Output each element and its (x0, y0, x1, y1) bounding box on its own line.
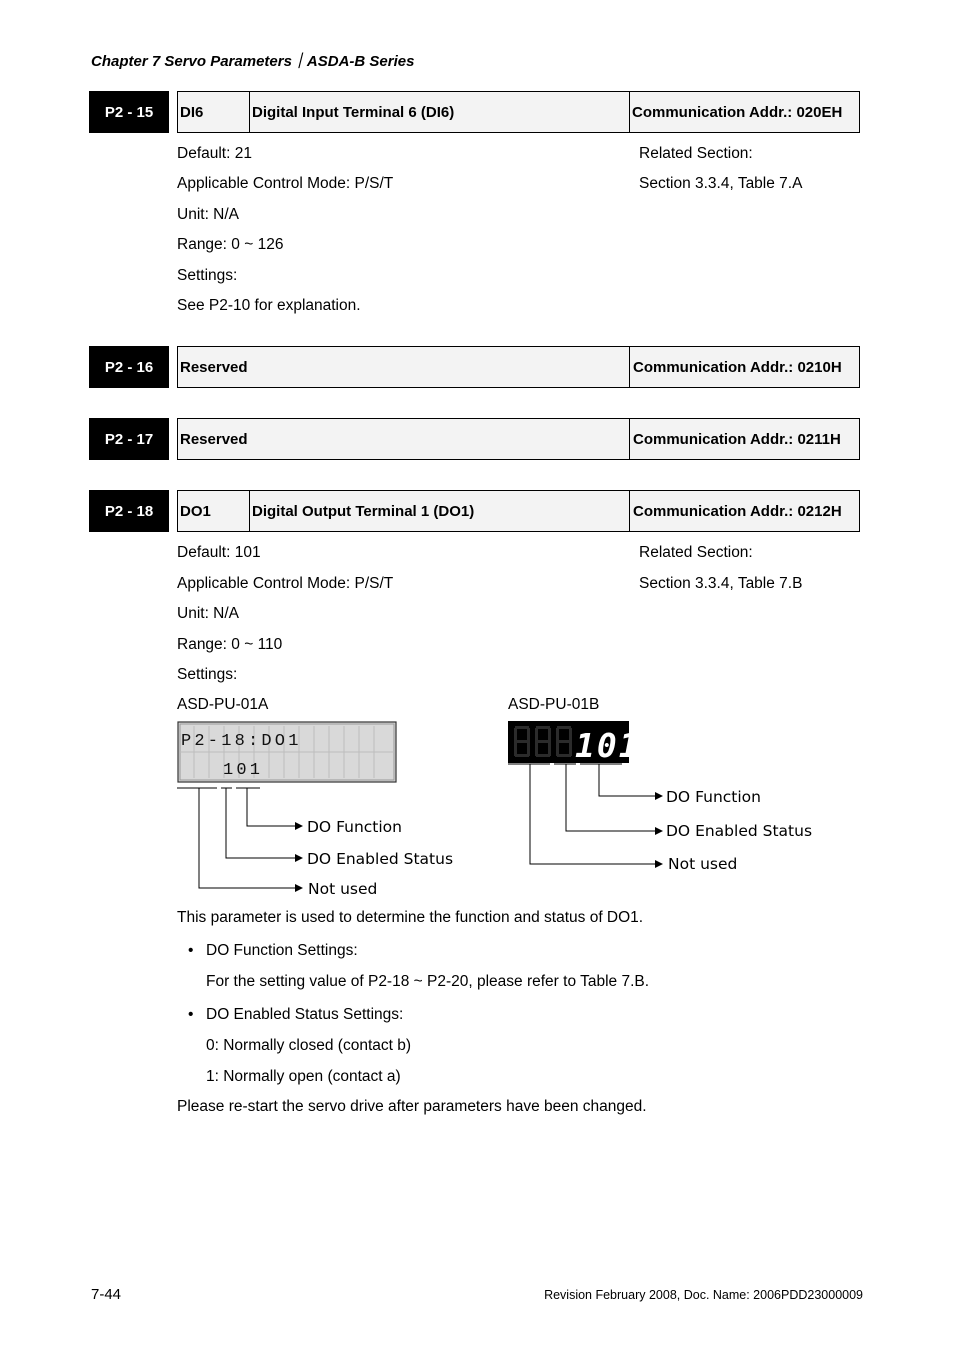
related-section-label: Related Section: (639, 544, 753, 561)
param-addr: Communication Addr.: 020EH (632, 103, 843, 121)
bullet-do-enabled-status (188, 1006, 404, 1024)
unit: Unit: N/A (177, 206, 240, 223)
settings-label: Settings: (177, 666, 238, 683)
label-not-used: Not used (668, 855, 738, 873)
param-addr: Communication Addr.: 0210H (633, 358, 842, 376)
chapter-header: Chapter 7 Servo Parameters｜ASDA-B Series (91, 53, 415, 70)
restart-note: Please re-start the servo drive after parameters have been changed. (177, 1098, 647, 1115)
bullet-do-function (188, 942, 358, 960)
led-digits: 101 (575, 726, 641, 765)
label-do-function: DO Function (307, 818, 402, 836)
page-number: 7-44 (91, 1286, 122, 1303)
settings-label: Settings: (177, 267, 238, 284)
related-section-value: Section 3.3.4, Table 7.A (639, 175, 803, 192)
label-do-function: DO Function (666, 788, 761, 806)
control-mode: Applicable Control Mode: P/S/T (177, 175, 394, 192)
label-do-enabled-status: DO Enabled Status (307, 850, 454, 868)
param-header-p2-18 (177, 490, 860, 532)
bullet-dot: • (188, 942, 194, 959)
param-name: Reserved (180, 430, 248, 448)
diagram-a-title: ASD-PU-01A (177, 696, 269, 713)
diagram-a (170, 716, 490, 901)
do-function-text: For the setting value of P2-18 ~ P2-20, please refer to Table 7.B. (206, 973, 650, 990)
param-header-p2-16 (177, 346, 860, 388)
range: Range: 0 ~ 110 (177, 636, 283, 653)
revision-info: Revision February 2008, Doc. Name: 2006PDD23000009 (544, 1288, 863, 1302)
param-tag-p2-15: P2 - 15 (89, 91, 169, 133)
param-addr: Communication Addr.: 0211H (633, 430, 841, 448)
param-tag-p2-17: P2 - 17 (89, 418, 169, 460)
bullet-label: DO Enabled Status Settings: (206, 1006, 404, 1023)
control-mode: Applicable Control Mode: P/S/T (177, 575, 394, 592)
diagram-b (500, 716, 830, 876)
param-name: Reserved (180, 358, 248, 376)
settings-text: See P2-10 for explanation. (177, 297, 361, 314)
param-name: Digital Input Terminal 6 (DI6) (252, 103, 455, 121)
lcd-line-2: 101 (223, 761, 264, 780)
lcd-line-1: P2-18:DO1 (181, 732, 302, 751)
led-display (508, 721, 641, 765)
label-do-enabled-status: DO Enabled Status (666, 822, 813, 840)
param-header-p2-17 (177, 418, 860, 460)
param-tag-p2-18: P2 - 18 (89, 490, 169, 532)
param-code: DI6 (180, 103, 204, 121)
diagram-b-title: ASD-PU-01B (508, 696, 600, 713)
bullet-dot: • (188, 1006, 194, 1023)
param-code: DO1 (180, 502, 211, 520)
param-tag-p2-16: P2 - 16 (89, 346, 169, 388)
param-name: Digital Output Terminal 1 (DO1) (252, 502, 475, 520)
related-section-value: Section 3.3.4, Table 7.B (639, 575, 803, 592)
related-section-label: Related Section: (639, 145, 753, 162)
unit: Unit: N/A (177, 605, 240, 622)
intro-text: This parameter is used to determine the function and status of DO1. (177, 909, 644, 926)
status-option-0: 0: Normally closed (contact b) (206, 1037, 412, 1054)
param-header-p2-15 (177, 91, 860, 133)
label-not-used: Not used (308, 880, 378, 898)
status-option-1: 1: Normally open (contact a) (206, 1068, 401, 1085)
default-value: Default: 21 (177, 145, 252, 162)
default-value: Default: 101 (177, 544, 261, 561)
bullet-label: DO Function Settings: (206, 942, 358, 959)
range: Range: 0 ~ 126 (177, 236, 284, 253)
param-addr: Communication Addr.: 0212H (633, 502, 842, 520)
lcd-display (178, 722, 396, 782)
